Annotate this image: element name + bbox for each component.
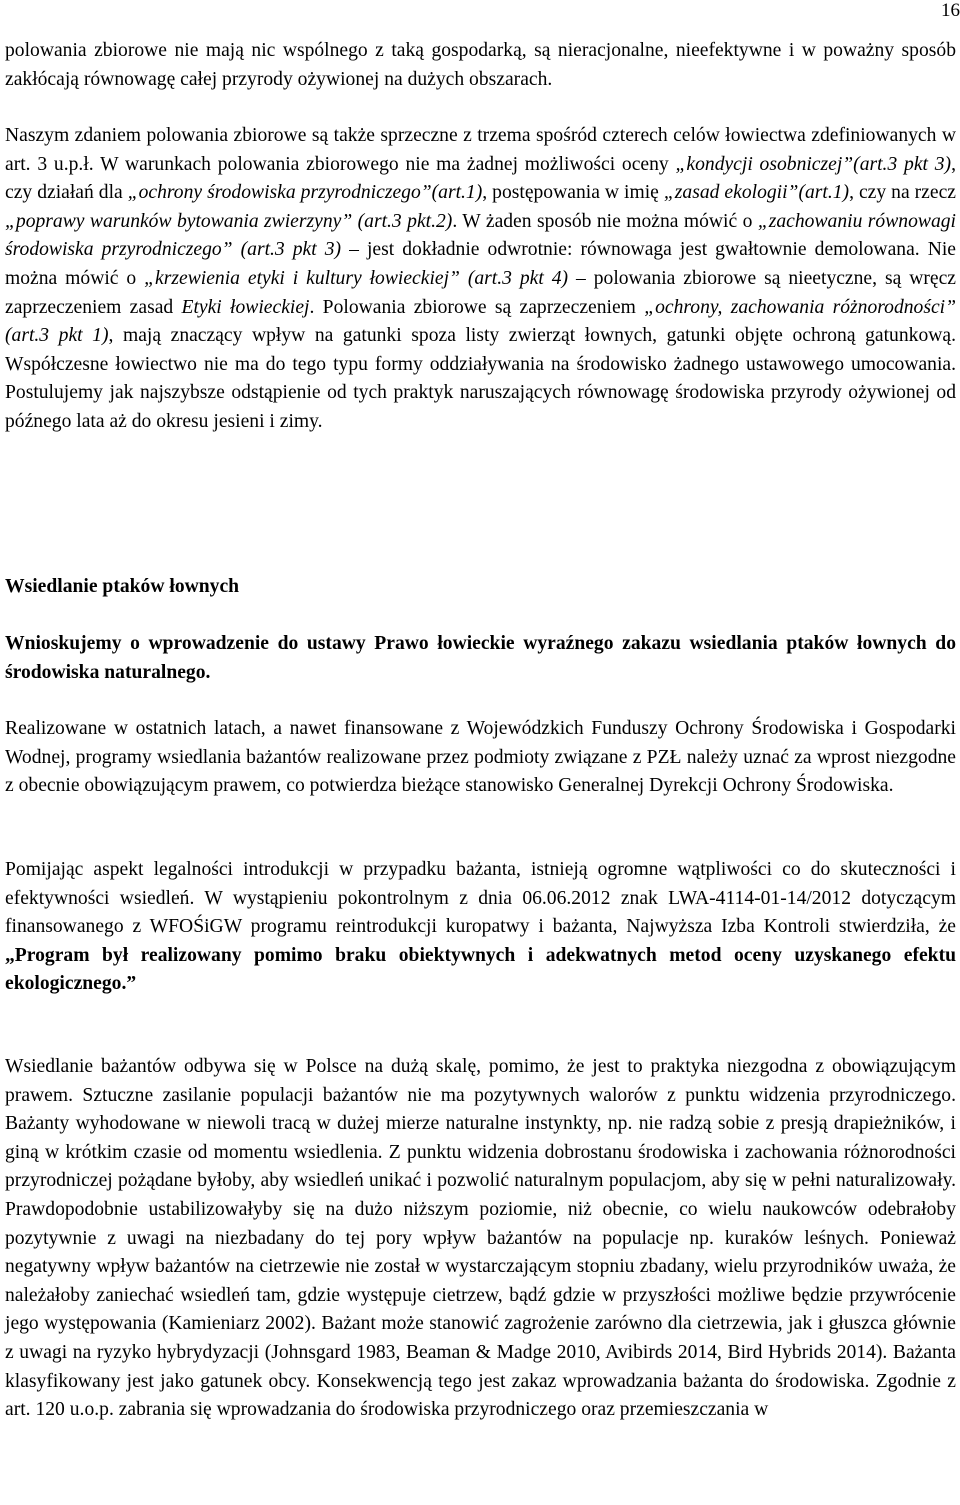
text-run: Wsiedlanie bażantów odbywa się w Polsce na dużą skalę, pomimo, że jest to praktyka niezgodna z obowiązującym prawem. Sztuczne zasilanie populacji bażantów nie ma pozytywnych walorów z punktu widzenia przyrodniczego. Bażanty wyhodowane w niewoli tracą w dużej mierze naturalne instynkty, np. nie radzą sobie z presją drapieżników, i giną w krótkim czasie od momentu wsiedlenia. Z punktu widzenia dobrostanu środowiska i zachowania różnorodności przyrodniczej pożądane byłoby, aby wsiedleń unikać i pozwolić naturalnym populacjom, aby się w pełni naturalizowały. Prawdopodobnie ustabilizowałyby się na dużo niższym poziomie, niż obecnie, co wielu naukowców odebrałoby pozytywnie z uwagi na niezbadany do tej pory wpływ bażantów na populacje np. kuraków leśnych. Ponieważ negatywny wpływ bażantów na cietrzewie nie został w wystarczającym stopniu zbadany, wielu przyrodników uważa, że należałoby zaniechać wsiedleń tam, gdzie występuje cietrzew, bądź gdzie w przyszłości możliwe będzie przywrócenie jego występowania (Kamieniarz 2002). Bażant może stanowić zagrożenie zarówno dla cietrzewia, jak i głuszca głównie z uwagi na ryzyko hybrydyzacji (Johnsgard 1983, Beaman & Madge 2010, Avibirds 2014, Bird Hybrids 2014). Bażanta klasyfikowany jest jako gatunek obcy. Konsekwencją tego jest zakaz wprowadzania bażanta do środowiska. Zgodnie z art. 120 u.o.p. zabrania się wprowadzania do środowiska przyrodniczego oraz przemieszczania w (5, 1056, 956, 1421)
italic-citation: „kondycji osobniczej”(art.3 pkt 3) (675, 153, 952, 175)
paragraph-pheasant-release (5, 1053, 956, 1425)
text-run: – polowania zbiorowe są nieetyczne, są wręcz zaprzeczeniem zasad (5, 267, 956, 318)
proposal-paragraph (5, 630, 956, 687)
text-run: Naszym zdaniem polowania zbiorowe są także sprzeczne z trzema spośród czterech celów łowiectwa zdefiniowanych w art. 3 u.p.ł. W warunkach polowania zbiorowego nie ma żadnej możliwości oceny (5, 125, 956, 175)
paragraph-pheasant-programs (5, 715, 956, 801)
paragraph-hunting-economy (5, 37, 956, 94)
page-number: 16 (941, 0, 960, 21)
italic-citation: „ochrony środowiska przyrodniczego”(art.1) (127, 182, 483, 204)
text-run: , mają znaczący wpływ na gatunki spoza listy zwierząt łownych, gatunki objęte ochroną gatunkową. Współczesne łowiectwo nie ma do tego typu formy oddziaływania na środowisko żadnego ustawowego umocowania. Postulujemy jak najszybsze odstąpienie od tych praktyk naruszających równowagę środowiska przyrody ożywionej od późnego lata aż do okresu jesieni i zimy. (5, 325, 956, 432)
text-run: Pomijając aspekt legalności introdukcji w przypadku bażanta, istnieją ogromne wątpliwości co do skuteczności i efektywności wsiedleń. W wystąpieniu pokontrolnym z dnia 06.06.2012 znak LWA-4114-01-14/2012 dotyczącym finansowanego z WFOŚiGW programu reintrodukcji kuropatwy i bażanta, Najwyższa Izba Kontroli stwierdziła, że (5, 859, 956, 938)
italic-citation: Etyki łowieckiej (181, 296, 310, 318)
heading-text: Wsiedlanie ptaków łownych (5, 576, 240, 597)
text-run: Realizowane w ostatnich latach, a nawet finansowane z Wojewódzkich Funduszy Ochrony Środowiska i Gospodarki Wodnej, programy wsiedlania bażantów realizowane przez podmioty związane z PZŁ należy uznać za wprost niezgodne z obecnie obowiązującym prawem, co potwierdza bieżące stanowisko Generalnej Dyrekcji Ochrony Środowiska. (5, 718, 956, 797)
italic-citation: „zasad ekologii”(art.1) (663, 182, 850, 204)
text-run: . W żaden sposób nie można mówić o (452, 210, 758, 232)
italic-citation: „krzewienia etyki i kultury łowieckiej” (art.3 pkt 4) (144, 267, 569, 289)
italic-citation: „poprawy warunków bytowania zwierzyny” (art.3 pkt.2) (5, 210, 453, 232)
paragraph-nik-audit (5, 856, 956, 999)
text-run: , postępowania w imię (482, 182, 664, 204)
italic-citation: „ochrony, zachowania różnorodności” (art.3 pkt 1) (5, 296, 957, 347)
text-run: , czy na rzecz (849, 182, 956, 204)
text-run: – jest dokładnie odwrotnie: równowaga jest gwałtownie demolowana. Nie można mówić o (5, 239, 956, 289)
paragraph-hunting-goals (5, 122, 956, 437)
text-run: , czy działań dla (5, 153, 956, 204)
italic-citation: „zachowaniu równowagi środowiska przyrodniczego” (art.3 pkt 3) (5, 210, 956, 261)
text-run: polowania zbiorowe nie mają nic wspólnego z taką gospodarką, są nieracjonalne, nieefektywne i w poważny sposób zakłócają równowagę całej przyrody ożywionej na dużych obszarach. (5, 40, 956, 90)
proposal-text: Wnioskujemy o wprowadzenie do ustawy Prawo łowieckie wyraźnego zakazu wsiedlania ptaków łownych do środowiska naturalnego. (5, 633, 956, 683)
section-heading (5, 573, 956, 602)
text-run: . Polowania zbiorowe są zaprzeczeniem (309, 296, 645, 318)
bold-quote: „Program był realizowany pomimo braku obiektywnych i adekwatnych metod oceny uzyskanego efektu ekologicznego.” (5, 944, 956, 995)
